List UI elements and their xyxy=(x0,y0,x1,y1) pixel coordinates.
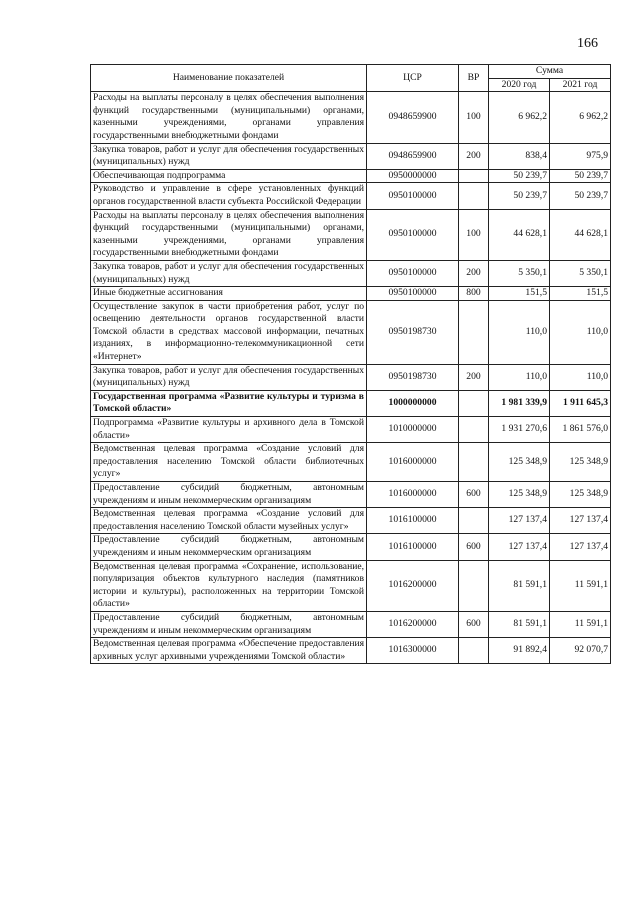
row-amount-2021-cell: 50 239,7 xyxy=(550,183,611,209)
row-csr-cell: 1016000000 xyxy=(367,443,459,482)
row-amount-2020-cell: 1 981 339,9 xyxy=(489,390,550,416)
row-csr-cell: 1016100000 xyxy=(367,534,459,560)
row-csr-cell: 0950198730 xyxy=(367,300,459,364)
row-amount-2021-cell: 125 348,9 xyxy=(550,443,611,482)
table-row xyxy=(91,611,611,637)
row-vr-cell xyxy=(459,183,489,209)
table-body xyxy=(91,92,611,664)
row-vr-cell: 600 xyxy=(459,482,489,508)
row-amount-2020-cell: 127 137,4 xyxy=(489,508,550,534)
row-amount-2020-cell: 110,0 xyxy=(489,364,550,390)
row-amount-2020-cell: 81 591,1 xyxy=(489,560,550,611)
row-csr-cell: 0950100000 xyxy=(367,260,459,286)
row-name-cell: Закупка товаров, работ и услуг для обеспечения государственных (муниципальных) нужд xyxy=(91,364,367,390)
row-amount-2021-cell: 11 591,1 xyxy=(550,560,611,611)
row-name-cell: Предоставление субсидий бюджетным, автономным учреждениям и иным некоммерческим организациям xyxy=(91,482,367,508)
table-row xyxy=(91,443,611,482)
row-amount-2021-cell: 44 628,1 xyxy=(550,209,611,260)
header-name: Наименование показателей xyxy=(91,65,367,92)
table-row xyxy=(91,364,611,390)
row-name-cell: Обеспечивающая подпрограмма xyxy=(91,169,367,183)
table-row xyxy=(91,209,611,260)
row-csr-cell: 0948659900 xyxy=(367,143,459,169)
row-name-cell: Расходы на выплаты персоналу в целях обеспечения выполнения функций государственными (муниципальными) органами, казенными учреждениями, органами управления государственными внебюджетными фондами xyxy=(91,209,367,260)
row-amount-2020-cell: 151,5 xyxy=(489,287,550,301)
row-amount-2021-cell: 127 137,4 xyxy=(550,534,611,560)
row-vr-cell xyxy=(459,417,489,443)
row-amount-2020-cell: 125 348,9 xyxy=(489,443,550,482)
row-vr-cell: 200 xyxy=(459,143,489,169)
row-csr-cell: 0950000000 xyxy=(367,169,459,183)
row-amount-2021-cell: 975,9 xyxy=(550,143,611,169)
table-row xyxy=(91,183,611,209)
row-csr-cell: 0950100000 xyxy=(367,287,459,301)
table-header xyxy=(91,65,611,92)
row-amount-2020-cell: 125 348,9 xyxy=(489,482,550,508)
budget-table xyxy=(90,64,611,664)
row-name-cell: Закупка товаров, работ и услуг для обеспечения государственных (муниципальных) нужд xyxy=(91,143,367,169)
row-vr-cell xyxy=(459,443,489,482)
row-amount-2020-cell: 1 931 270,6 xyxy=(489,417,550,443)
row-vr-cell xyxy=(459,300,489,364)
row-csr-cell: 1016100000 xyxy=(367,508,459,534)
header-sum: Сумма xyxy=(489,65,611,79)
row-amount-2021-cell: 125 348,9 xyxy=(550,482,611,508)
table-row xyxy=(91,560,611,611)
row-name-cell: Предоставление субсидий бюджетным, автономным учреждениям и иным некоммерческим организациям xyxy=(91,611,367,637)
row-name-cell: Ведомственная целевая программа «Сохранение, использование, популяризация объектов культурного наследия (памятников истории и культуры), расположенных на территории Томской области» xyxy=(91,560,367,611)
table-row xyxy=(91,417,611,443)
table-row xyxy=(91,287,611,301)
row-amount-2020-cell: 838,4 xyxy=(489,143,550,169)
row-amount-2021-cell: 110,0 xyxy=(550,364,611,390)
row-vr-cell: 600 xyxy=(459,611,489,637)
row-amount-2021-cell: 110,0 xyxy=(550,300,611,364)
table-row xyxy=(91,92,611,143)
header-csr: ЦСР xyxy=(367,65,459,92)
table-row xyxy=(91,534,611,560)
row-amount-2021-cell: 92 070,7 xyxy=(550,638,611,664)
row-name-cell: Подпрограмма «Развитие культуры и архивного дела в Томской области» xyxy=(91,417,367,443)
table-row xyxy=(91,638,611,664)
row-amount-2020-cell: 50 239,7 xyxy=(489,183,550,209)
row-amount-2020-cell: 81 591,1 xyxy=(489,611,550,637)
row-name-cell: Закупка товаров, работ и услуг для обеспечения государственных (муниципальных) нужд xyxy=(91,260,367,286)
row-vr-cell xyxy=(459,508,489,534)
row-name-cell: Иные бюджетные ассигнования xyxy=(91,287,367,301)
row-csr-cell: 0950100000 xyxy=(367,209,459,260)
row-amount-2021-cell: 1 861 576,0 xyxy=(550,417,611,443)
row-csr-cell: 0948659900 xyxy=(367,92,459,143)
table-row xyxy=(91,508,611,534)
row-name-cell: Предоставление субсидий бюджетным, автономным учреждениям и иным некоммерческим организациям xyxy=(91,534,367,560)
row-csr-cell: 1000000000 xyxy=(367,390,459,416)
row-vr-cell: 100 xyxy=(459,209,489,260)
row-name-cell: Расходы на выплаты персоналу в целях обеспечения выполнения функций государственными (муниципальными) органами, казенными учреждениями, органами управления государственными внебюджетными фондами xyxy=(91,92,367,143)
row-csr-cell: 0950198730 xyxy=(367,364,459,390)
row-amount-2021-cell: 11 591,1 xyxy=(550,611,611,637)
row-vr-cell: 200 xyxy=(459,364,489,390)
row-amount-2021-cell: 151,5 xyxy=(550,287,611,301)
row-amount-2020-cell: 5 350,1 xyxy=(489,260,550,286)
row-amount-2020-cell: 44 628,1 xyxy=(489,209,550,260)
row-amount-2020-cell: 50 239,7 xyxy=(489,169,550,183)
table-row xyxy=(91,260,611,286)
page-number: 166 xyxy=(577,36,598,51)
row-name-cell: Осуществление закупок в части приобретения работ, услуг по освещению деятельности органов государственной власти Томской области в средствах массовой информации, печатных изданиях, в информационно-телекоммуникационной сети «Интернет» xyxy=(91,300,367,364)
table-row xyxy=(91,300,611,364)
row-csr-cell: 1016000000 xyxy=(367,482,459,508)
row-amount-2020-cell: 110,0 xyxy=(489,300,550,364)
row-amount-2021-cell: 127 137,4 xyxy=(550,508,611,534)
row-vr-cell: 100 xyxy=(459,92,489,143)
row-csr-cell: 1016200000 xyxy=(367,560,459,611)
row-vr-cell xyxy=(459,169,489,183)
row-name-cell: Ведомственная целевая программа «Обеспечение предоставления архивных услуг архивными учреждениями Томской области» xyxy=(91,638,367,664)
row-vr-cell: 200 xyxy=(459,260,489,286)
row-vr-cell xyxy=(459,560,489,611)
row-name-cell: Руководство и управление в сфере установленных функций органов государственной власти субъекта Российской Федерации xyxy=(91,183,367,209)
row-name-cell: Ведомственная целевая программа «Создание условий для предоставления населению Томской области библиотечных услуг» xyxy=(91,443,367,482)
row-amount-2020-cell: 91 892,4 xyxy=(489,638,550,664)
row-vr-cell: 600 xyxy=(459,534,489,560)
row-name-cell: Ведомственная целевая программа «Создание условий для предоставления населению Томской области музейных услуг» xyxy=(91,508,367,534)
row-vr-cell xyxy=(459,638,489,664)
row-csr-cell: 1016300000 xyxy=(367,638,459,664)
row-amount-2020-cell: 127 137,4 xyxy=(489,534,550,560)
row-amount-2021-cell: 6 962,2 xyxy=(550,92,611,143)
table-row xyxy=(91,169,611,183)
header-year-2020: 2020 год xyxy=(489,78,550,92)
table-row xyxy=(91,143,611,169)
row-vr-cell xyxy=(459,390,489,416)
row-csr-cell: 0950100000 xyxy=(367,183,459,209)
row-vr-cell: 800 xyxy=(459,287,489,301)
header-vr: ВР xyxy=(459,65,489,92)
table-row xyxy=(91,482,611,508)
row-name-cell: Государственная программа «Развитие культуры и туризма в Томской области» xyxy=(91,390,367,416)
row-amount-2020-cell: 6 962,2 xyxy=(489,92,550,143)
row-amount-2021-cell: 5 350,1 xyxy=(550,260,611,286)
header-year-2021: 2021 год xyxy=(550,78,611,92)
row-csr-cell: 1010000000 xyxy=(367,417,459,443)
row-amount-2021-cell: 50 239,7 xyxy=(550,169,611,183)
row-csr-cell: 1016200000 xyxy=(367,611,459,637)
table-row xyxy=(91,390,611,416)
row-amount-2021-cell: 1 911 645,3 xyxy=(550,390,611,416)
